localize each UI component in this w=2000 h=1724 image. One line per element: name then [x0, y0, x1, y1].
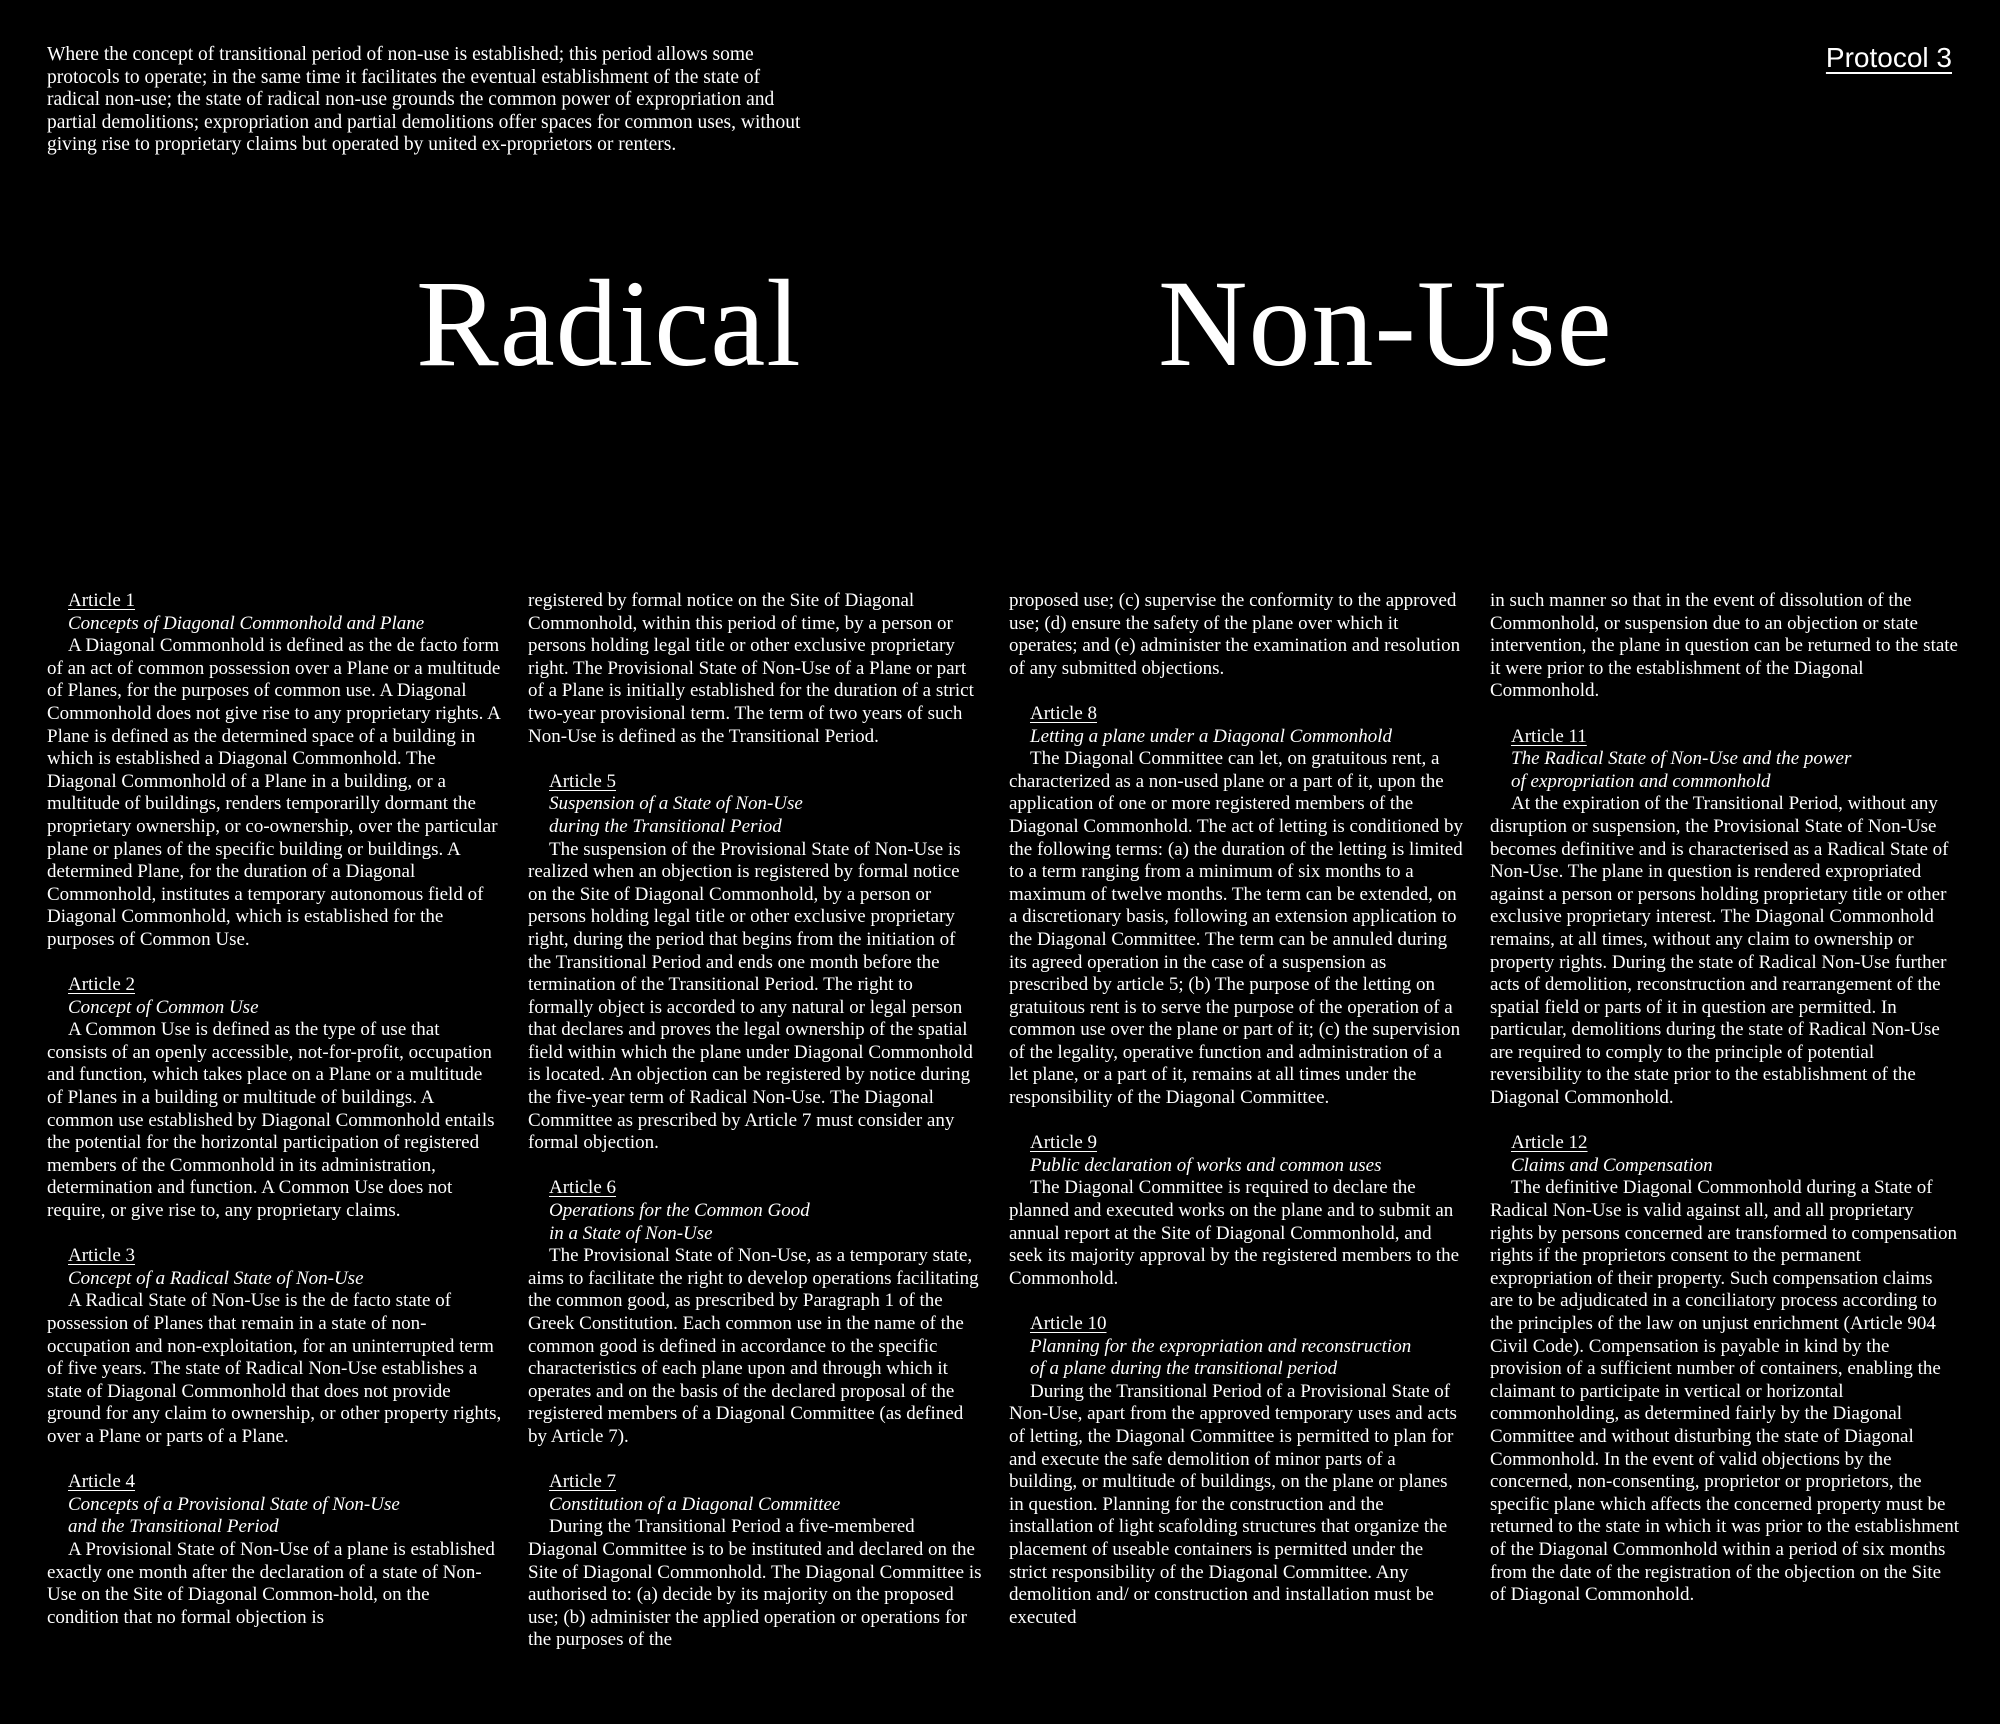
- article-body: The definitive Diagonal Commonhold during a State of Radical Non-Use is valid against all, and all proprietary rights by persons concerned are transformed to compensation rights if the proprietors consent to the permanent expropriation of their property. Such compensation claims are to be adjudicated in a conciliatory process according to the principles of the law on unjust enrichment (Article 904 Civil Code). Compensation is payable in kind by the provision of a sufficient number of containers, enabling the claimant to participate in vertical or horizontal commonholding, as determined fairly by the Diagonal Committee and without disturbing the state of Diagonal Commonhold. In the event of valid objections by the concerned, non-consenting, proprietor or proprietors, the specific plane which affects the concerned property must be returned to the state in which it was prior to the establishment of the Diagonal Commonhold within a period of six months from the date of the registration of the objection on the Site of Diagonal Commonhold.: [1490, 1177, 1960, 1606]
- article-body: The Diagonal Committee can let, on gratuitous rent, a characterized as a non-used plane or a part of it, upon the application of one or more registered members of the Diagonal Commonhold. The act of letting is conditioned by the following terms: (a) the duration of the letting is limited to a term ranging from a minimum of six months to a maximum of twelve months. The term can be extended, on a discretionary basis, following an extension application to the Diagonal Committee. The term can be annuled during its agreed operation in the case of a suspension as prescribed by article 5; (b) The purpose of the letting on gratuitous rent is to serve the purpose of the operation of a common use over the plane or part of it; (c) the supervision of the legality, operative function and administration of a let plane, or a part of it, remains at all times under the responsibility of the Diagonal Committee.: [1009, 748, 1463, 1109]
- article-10-continuation: [1490, 590, 1960, 703]
- article-3: [47, 1245, 502, 1448]
- article-head: [47, 1245, 502, 1290]
- article-number: Article 12: [1511, 1132, 1588, 1154]
- article-head: [1490, 1132, 1960, 1177]
- article-title-line2: during the Transitional Period: [549, 815, 782, 837]
- article-number: Article 1: [68, 590, 136, 611]
- article-number: Article 3: [68, 1245, 136, 1267]
- article-head: [47, 1471, 502, 1539]
- article-body-continuation: registered by formal notice on the Site of Diagonal Commonhold, within this period of time, by a person or persons holding legal title or other exclusive proprietary right. The Provisional State of Non-Use of a Plane or part of a Plane is initially established for the duration of a strict two-year provisional term. The term of two years of such Non-Use is defined as the Transitional Period.: [528, 590, 974, 747]
- intro-paragraph: Where the concept of transitional period of non-use is established; this period allows some protocols to operate; in the same time it facilitates the eventual establishment of the state of radical non-use; the state of radical non-use grounds the common power of expropriation and partial demolitions; expropriation and partial demolitions offer spaces for common uses, without giving rise to proprietary claims but operated by united ex-proprietors or renters.: [47, 44, 801, 156]
- article-8: [1009, 703, 1464, 1110]
- article-title: The Radical State of Non-Use and the power: [1511, 748, 1852, 770]
- article-5: [528, 771, 983, 1155]
- article-number: Article 8: [1030, 702, 1098, 724]
- article-title: Letting a plane under a Diagonal Commonhold: [1030, 725, 1393, 747]
- article-title: Concept of a Radical State of Non-Use: [68, 1267, 364, 1289]
- article-title-line2: and the Transitional Period: [68, 1516, 279, 1538]
- article-body: A Provisional State of Non-Use of a plane is established exactly one month after the declaration of a state of Non-Use on the Site of Diagonal Common-hold, on the condition that no formal objection is: [47, 1538, 495, 1628]
- article-head: [1490, 726, 1960, 794]
- article-head: [528, 1471, 983, 1516]
- article-1: [47, 590, 502, 952]
- article-body: A Common Use is defined as the type of use that consists of an openly accessible, not-for-profit, occupation and function, which takes place on a Plane or a multitude of Planes in a building or multitude of buildings. A common use established by Diagonal Commonhold entails the potential for the horizontal participation of registered members of the Commonhold in its administration, determination and function. A Common Use does not require, or give rise to, any proprietary claims.: [47, 1019, 495, 1222]
- article-title-line2: of expropriation and commonhold: [1511, 770, 1771, 792]
- column-2: [528, 590, 983, 1675]
- article-title: Claims and Compensation: [1511, 1154, 1713, 1176]
- article-title: Planning for the expropriation and reconstruction: [1030, 1335, 1412, 1357]
- title-non-use: Non-Use: [1158, 255, 1613, 392]
- article-6: [528, 1177, 983, 1448]
- article-number: Article 5: [549, 770, 617, 792]
- article-head: [47, 974, 502, 1019]
- article-number: Article 2: [68, 974, 136, 996]
- article-11: [1490, 726, 1960, 1110]
- article-title: Suspension of a State of Non-Use: [549, 793, 803, 815]
- protocol-3-link[interactable]: Protocol 3: [1825, 42, 1952, 73]
- column-1: [47, 590, 502, 1652]
- article-head: [528, 771, 983, 839]
- article-4-continuation: [528, 590, 983, 748]
- article-head: [528, 1177, 983, 1245]
- article-body-continuation: in such manner so that in the event of dissolution of the Commonhold, or suspension due to an objection or state intervention, the plane in question can be returned to the state it were prior to the establishment of the Diagonal Commonhold.: [1490, 590, 1958, 702]
- article-2: [47, 974, 502, 1223]
- article-body: During the Transitional Period a five-membered Diagonal Committee is to be instituted and declared on the Site of Diagonal Commonhold. The Diagonal Committee is authorised to: (a) decide by its majority on the proposed use; (b) administer the applied operation or operations for the purposes of the: [528, 1516, 982, 1651]
- article-title: Operations for the Common Good: [549, 1200, 810, 1222]
- article-title: Constitution of a Diagonal Committee: [549, 1493, 841, 1515]
- article-title-line2: of a plane during the transitional period: [1030, 1358, 1338, 1380]
- article-7-continuation: [1009, 590, 1464, 680]
- article-4: [47, 1471, 502, 1629]
- article-number: Article 9: [1030, 1132, 1098, 1154]
- article-title: Concepts of Diagonal Commonhold and Plane: [68, 612, 425, 634]
- column-4: [1490, 590, 1960, 1629]
- article-body: A Radical State of Non-Use is the de facto state of possession of Planes that remain in a state of non-occupation and non-exploitation, for an uninterrupted term of five years. The state of Radical Non-Use establishes a state of Diagonal Commonhold that does not provide ground for any claim to ownership, or other property rights, over a Plane or parts of a Plane.: [47, 1290, 502, 1447]
- article-head: [1009, 1313, 1464, 1381]
- article-body: At the expiration of the Transitional Period, without any disruption or suspension, the Provisional State of Non-Use becomes definitive and is characterised as a Radical State of Non-Use. The plane in question is rendered expropriated against a person or persons holding proprietary title or other exclusive proprietary interest. The Diagonal Commonhold remains, at all times, without any claim to ownership or property rights. During the state of Radical Non-Use further acts of demolition, reconstruction and rearrangement of the spatial field or parts of it in question are permitted. In particular, demolitions during the state of Radical Non-Use are required to comply to the principle of potential reversibility to the state prior to the establishment of the Diagonal Commonhold.: [1490, 793, 1949, 1109]
- article-number: Article 4: [68, 1471, 136, 1493]
- article-title: Concepts of a Provisional State of Non-Use: [68, 1493, 400, 1515]
- article-body-continuation: proposed use; (c) supervise the conformity to the approved use; (d) ensure the safety of the plane over which it operates; and (e) administer the examination and resolution of any submitted objections.: [1009, 590, 1461, 679]
- article-head: [1009, 703, 1464, 748]
- article-10: [1009, 1313, 1464, 1629]
- article-body: A Diagonal Commonhold is defined as the de facto form of an act of common possession over a Plane or a multitude of Planes, for the purposes of common use. A Diagonal Commonhold does not give rise to any proprietary rights. A Plane is defined as the determined space of a building in which is established a Diagonal Commonhold. The Diagonal Commonhold of a Plane in a building, or a multitude of buildings, renders temporarilly dormant the proprietary ownership, or co-ownership, over the particular plane or planes of the specific building or buildings. A determined Plane, for the duration of a Diagonal Commonhold, institutes a temporary autonomous field of Diagonal Commonhold, which is established for the purposes of Common Use.: [47, 635, 501, 950]
- article-title: Public declaration of works and common uses: [1030, 1154, 1382, 1176]
- article-head: [47, 590, 502, 635]
- column-3: [1009, 590, 1464, 1652]
- article-head: [1009, 1132, 1464, 1177]
- article-body: The Provisional State of Non-Use, as a temporary state, aims to facilitate the right to develop operations facilitating the common good, as prescribed by Paragraph 1 of the Greek Constitution. Each common use in the name of the common good is defined in accordance to the specific characteristics of each plane upon and through which it operates and on the basis of the declared proposal of the registered members of a Diagonal Committee (as defined by Article 7).: [528, 1245, 979, 1447]
- article-7: [528, 1471, 983, 1652]
- article-body: The Diagonal Committee is required to declare the planned and executed works on the plane and to submit an annual report at the Site of Diagonal Commonhold, and seek its majority approval by the registered members to the Commonhold.: [1009, 1177, 1460, 1289]
- article-title: Concept of Common Use: [68, 996, 259, 1018]
- article-9: [1009, 1132, 1464, 1290]
- article-body: During the Transitional Period of a Provisional State of Non-Use, apart from the approved temporary uses and acts of letting, the Diagonal Committee is permitted to plan for and execute the safe demolition of minor parts of a building, or multitude of buildings, on the plane or planes in question. Planning for the construction and the installation of light scafolding structures that organize the placement of useable containers is permitted under the strict responsibility of the Diagonal Committee. Any demolition and/ or construction and installation must be executed: [1009, 1380, 1457, 1628]
- title-radical: Radical: [416, 255, 802, 392]
- article-title-line2: in a State of Non-Use: [549, 1222, 713, 1244]
- article-number: Article 6: [549, 1177, 617, 1199]
- article-number: Article 11: [1511, 725, 1587, 747]
- article-number: Article 7: [549, 1471, 617, 1493]
- article-12: [1490, 1132, 1960, 1606]
- article-body: The suspension of the Provisional State of Non-Use is realized when an objection is registered by formal notice on the Site of Diagonal Commonhold, by a person or persons holding legal title or other exclusive proprietary right, during the period that begins from the initiation of the Transitional Period and ends one month before the termination of the Transitional Period. The right to formally object is accorded to any natural or legal person that declares and proves the legal ownership of the spatial field within which the plane under Diagonal Commonhold is located. An objection can be registered by notice during the five-year term of Radical Non-Use. The Diagonal Committee as prescribed by Article 7 must consider any formal objection.: [528, 838, 973, 1154]
- article-number: Article 10: [1030, 1313, 1107, 1334]
